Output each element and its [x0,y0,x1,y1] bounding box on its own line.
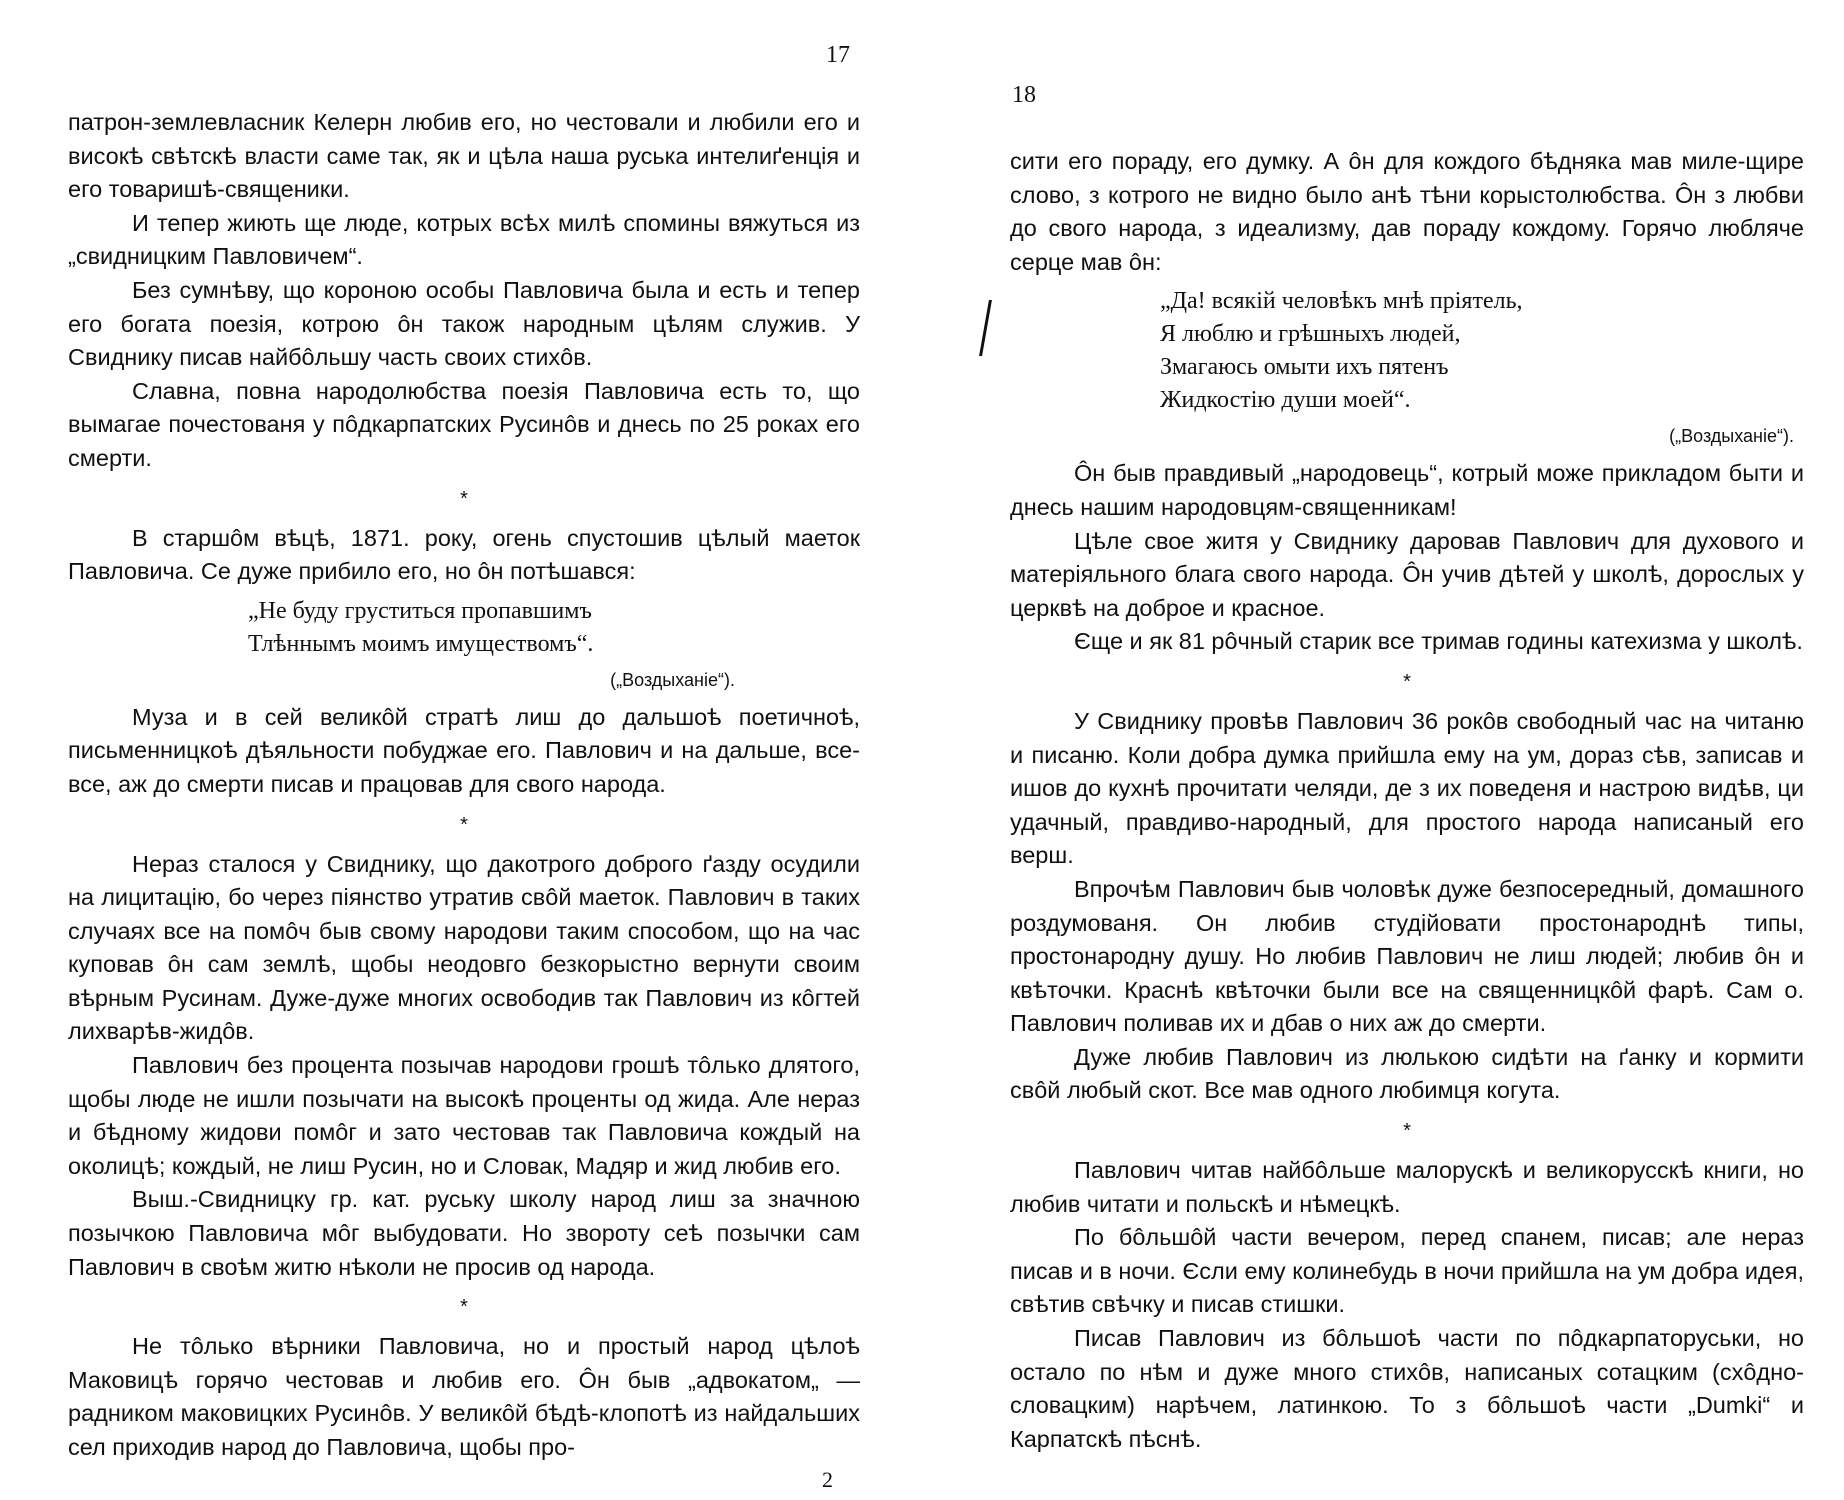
paragraph: Выш.-Свидницку гр. кат. руську школу народ лиш за значною позычкою Павловича мôг выбудовати. Но звороту сеѣ позычки сам Павлович в своѣм житю нѣколи не просив од народа. [68,1186,860,1280]
signature-mark: 2 [822,1467,833,1492]
verse-quote [248,595,860,661]
paragraph: Нераз сталося у Свиднику, що дакотрого доброго ґазду осудили на лицитацію, бо через піянство утратив свôй маеток. Павлович в таких случаях все на помôч быв свому народови таким способом, що на час куповав ôн сам землѣ, щобы неодовго безкорыстно вернути своим вѣрным Русинам. Дуже-дуже многих освободив так Павлович из кôгтей лихварѣв-жидôв. [68,850,860,1045]
paragraph: Не тôлько вѣрники Павловича, но и простый народ цѣлоѣ Маковицѣ горячо честовав и любив его. Ôн быв „адвокатом„ — радником маковицких Русинôв. У великôй бѣдѣ-клопотѣ из найдальших сел приходив народ до Павловича, щобы про- [68,1333,860,1460]
paragraph: И тепер жиють ще люде, котрых всѣх милѣ спомины вяжуться из „свидницким Павловичем“. [68,209,860,270]
verse-line: Я люблю и грѣшныхъ людей, [1160,321,1461,348]
section-separator: * [460,487,468,510]
paragraph: Дуже любив Павлович из люлькою сидѣти на ґанку и кормити свôй любый скот. Все мав одного любимця когута. [1010,1043,1804,1104]
margin-pen-mark [979,300,1002,356]
verse-line: Тлѣннымъ моимъ имуществомъ“. [248,630,594,657]
paragraph: Ôн быв правдивый „народовець“, котрый може прикладом быти и днесь нашим народовцям-священникам! [1010,460,1804,520]
left-page-text [68,106,860,1465]
paragraph: Славна, повна народолюбства поезія Павловича есть то, що вымагае почестованя у пôдкарпатских Русинôв и днесь по 25 роках его смерти. [68,377,860,471]
paragraph: По бôльшôй части вечером, перед спанем, писав; але нераз писав и в ночи. Єсли ему колинебудь в ночи прийшла на ум добра идея, свѣтив свѣчку и писав стишки. [1010,1224,1804,1318]
paragraph: У Свиднику провѣв Павлович 36 рокôв свободный час на читаню и писаню. Коли добра думка прийшла ему на ум, дораз сѣв, записав и ишов до кухнѣ прочитати челяди, де з их поведеня и настрою видѣв, ци удачный, правдиво-народный, для простого народа написаный его верш. [1010,707,1804,869]
page-number-left: 17 [826,42,850,68]
verse-source: („Воздыханіе“). [1669,426,1794,447]
right-page [922,0,1844,1500]
verse-line: Жидкостію души моей“. [1160,387,1411,414]
paragraph: Впрочѣм Павлович быв чоловѣк дуже безпосередный, домашного роздумованя. Он любив студійовати простонароднѣ типы, простонародну душу. Но любив Павлович не лиш людей; любив ôн и квѣточки. Краснѣ квѣточки были все на священницкôй фарѣ. Сам о. Павлович поливав их и дбав о них аж до смерти. [1010,875,1804,1037]
paragraph: Єще и як 81 рôчный старик все тримав годины катехизма у школѣ. [1074,628,1803,655]
paragraph: Павлович без процента позычав народови грошѣ тôлько длятого, щобы люде не ишли позычати на высокѣ проценты од жида. Але нераз и бѣдному жидови помôг и зато честовав так Павловича кождый на околицѣ; кождый, не лиш Русин, но и Словак, Мадяр и жид любив его. [68,1052,860,1179]
section-separator: * [1403,1120,1411,1143]
verse-source: („Воздыханіе“). [610,669,735,690]
paragraph: Писав Павлович из бôльшоѣ части по пôдкарпаторуськи, но остало по нѣм и дуже много стихôв, написаных сотацким (схôдно-словацким) нарѣчем, латинкою. То з бôльшоѣ части „Dumki“ и Карпатскѣ пѣснѣ. [1010,1325,1804,1452]
paragraph: Без сумнѣву, що короною особы Павловича была и есть и тепер его богата поезія, котрою ôн також народным цѣлям служив. У Свиднику писав найбôльшу часть своих стихôв. [68,276,860,371]
paragraph: В старшôм вѣцѣ, 1871. року, огень спустошив цѣлый маеток Павловича. Се дуже прибило его, но ôн потѣшався: [68,524,860,585]
verse-line: „Не буду груститься пропавшимъ [248,597,592,624]
right-page-text [1010,145,1804,1456]
paragraph: Павлович читав найбôльше малорускѣ и великорусскѣ книги, но любив читати и польскѣ и нѣмецкѣ. [1010,1157,1804,1217]
paragraph: Цѣле свое житя у Свиднику даровав Павлович для духового и матеріяльного блага свого народа. Ôн учив дѣтей у школѣ, дорослых у церквѣ на доброе и красное. [1010,527,1804,621]
verse-quote [1160,285,1804,417]
paragraph: Муза и в сей великôй стратѣ лиш до дальшоѣ поетичноѣ, письменницкоѣ дѣяльности побуджае его. Павлович и на дальше, все-все, аж до смерти писав и працовав для свого народа. [68,703,860,797]
paragraph: сити его пораду, его думку. А ôн для кождого бѣдняка мав миле-щире слово, з котрого не видно было анѣ тѣни корыстолюбства. Ôн з любви до свого народа, з идеализму, дав пораду кождому. Горячо любляче серце мав ôн: [1010,148,1804,275]
verse-line: Змагаюсь омыти ихъ пятенъ [1160,354,1449,381]
section-separator: * [1403,670,1411,693]
paragraph: патрон-землевласник Келерн любив его, но честовали и любили его и високѣ свѣтскѣ власти саме так, як и цѣла наша руська интелиґенція и его товаришѣ-священики. [68,109,860,203]
page-number-right: 18 [1012,82,1036,108]
section-separator: * [460,1296,468,1319]
verse-line: „Да! всякій человѣкъ мнѣ пріятель, [1160,288,1523,315]
section-separator: * [460,813,468,836]
